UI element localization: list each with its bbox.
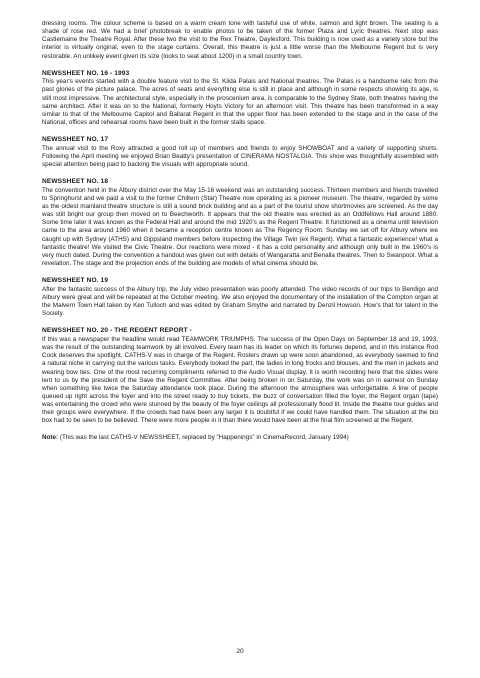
section-newssheet-18	[42, 178, 438, 268]
note-text: (This was the last CATHS-V NEWSSHEET, replaced by "Happenings" in CinemaRecord, January 1994)	[58, 434, 349, 442]
section-body: The annual visit to the Roxy attracted a good roll up of members and friends to enjoy SHOWBOAT and a variety of supporting shorts. Following the April meeting we enjoyed Brian Beatty's presentation of CINERAMA NOSTALGIA. This show was thoughtfully assembled with special attention being paid to backing the visuals with appropriate sound.	[42, 144, 438, 169]
closing-note	[42, 434, 438, 442]
page-number: 20	[236, 648, 244, 655]
section-newssheet-20	[42, 327, 438, 425]
note-label: Note:	[42, 434, 59, 442]
section-heading: NEWSSHEET NO. 20 - THE REGENT REPORT -	[42, 327, 192, 335]
section-body: The convention held in the Albury district over the May 15-16 weekend was an outstanding success. Thirteen members and friends travelled to Springhurst and we paid a visit to the former Chiltern (Star) Theatre now operating as a pioneer museum. The theatre, regarded by some as the oldest mainland theatre structure is still a sound brick building and as a part of the tourist show shortmovies are screened. As the day was still bright our group then moved on to Beechworth. It appears that the old theatre was erected as an Oddfellows Hall around 1880. Some time later it was known as the Federal Hall and around the mid 1920's as the Regent Theatre. It functioned as a cinema until television came to the area around 1960 when it became a reception centre known as The Regency Room. Sunday we set off for Albury where we caught up with Sydney (ATHS) and Gippsland members before inspecting the Village Twin (ex Regent). What a fantastic experience! what a fantastic theatre! We visited the Civic Theatre. Our reactions were mixed - it has a cold personality and although only built in the 1960's is very much dated. During the convention a handout was given out with details of Wangaratta and Benalla theatres. Then to Swanpool. What a revelation. The stage and the projection ends of the building are models of what cinema should be.	[42, 186, 438, 268]
section-heading: NEWSSHEET NO. 18	[42, 177, 109, 185]
section-body: This year's events started with a double feature visit to the St. Kilda Palais and National theatres. The Palais is a handsome relic from the past glories of the picture palace. The acres of seats and everything else is still in place and although in some respects showing its age, is still most impressive. The architectural style, especially in the proscenium area, is comparable to the Sydney State, both theatres having the same architect. After it was on to the National, formerly Hoyts Victory for an afternoon visit. This theatre has been transformed in a way similar to that of the Melbourne Capitol and Ballarat Regent in that the upper floor has been extended to the stage and in the case of the National, offices and rehearsal rooms have been built in the former stalls space.	[42, 78, 438, 127]
section-newssheet-16	[42, 70, 438, 128]
section-heading: NEWSSHEET NO. 16 - 1993	[42, 69, 130, 77]
section-newssheet-17	[42, 136, 438, 169]
section-heading: NEWSSHEET NO. 19	[42, 277, 109, 285]
intro-paragraph: dressing rooms. The colour scheme is based on a warm cream tone with tasteful use of white, salmon and light brown. The seating is a shade of rose red. We had a brief photobreak to enable photos to be taken of the former Plaza and Lyric theatres. Next stop was Castlemaine the Theatre Royal. After these two the visit to the Rex Theatre, Daylesford. This building is now used as a variety store but the interior is virtually original, even to the stage curtains. Overall, this theatre is just a little worse than the Melbourne Regent but is very restorable. An unlikely event given its size (looks to seat about 1200) in a small country town.	[42, 20, 438, 60]
section-newssheet-19	[42, 277, 438, 318]
section-body: If this was a newspaper the headline would read TEAMWORK TRIUMPHS. The success of the Open Days on September 18 and 19, 1993, was the result of the outstanding teamwork by all involved. Every team has its leader on which its fortunes depend, and in this instance Rod Cook deserves the spotlight. CATHS-V was in charge of the Regent. Rosters drawn up were soon abandoned, as everybody seemed to find a natural niche in carrying out the various tasks. Everybody looked the part, the ladies in long frocks and blouses, and the men in jackets and wearing bow ties. One of the most recurring compliments referred to the Audio Visual display. It is worth recording here that the slides were lent to us by the president of the Save the Regent Committee. After being broken in on Saturday, the work was on in earnest on Sunday when something like twice the Saturday attendance took place. During the afternoon the atmosphere was unforgettable. A line of people queued up right across the foyer and into the street ready to buy tickets, the buzz of conversation filled the foyer, the Regent organ (tape) was entertaining the crowd who were stunned by the beauty of the foyer ceilings all professionally flood lit. Inside the theatre tour guides and their groups were everywhere. If the crowds had have been any larger it is doubtful if we could have handled them. The situation at the bio box had to be seen to be believed. There were more people in it than there would have been at the final film screened at the Regent.	[42, 335, 438, 425]
section-heading: NEWSSHEET NO. 17	[42, 136, 109, 144]
section-body: After the fantastic success of the Albury trip, the July video presentation was poorly attended. The video records of our trips to Bendigo and Albury were great and will be repeated at the October meeting. We also enjoyed the documentary of the installation of the Compton organ at the Malvern Town Hall taken by Ken Tulloch and was edited by Graham Smythe and narrated by Denzil Howson. How's that for talent in the Society.	[42, 285, 438, 318]
